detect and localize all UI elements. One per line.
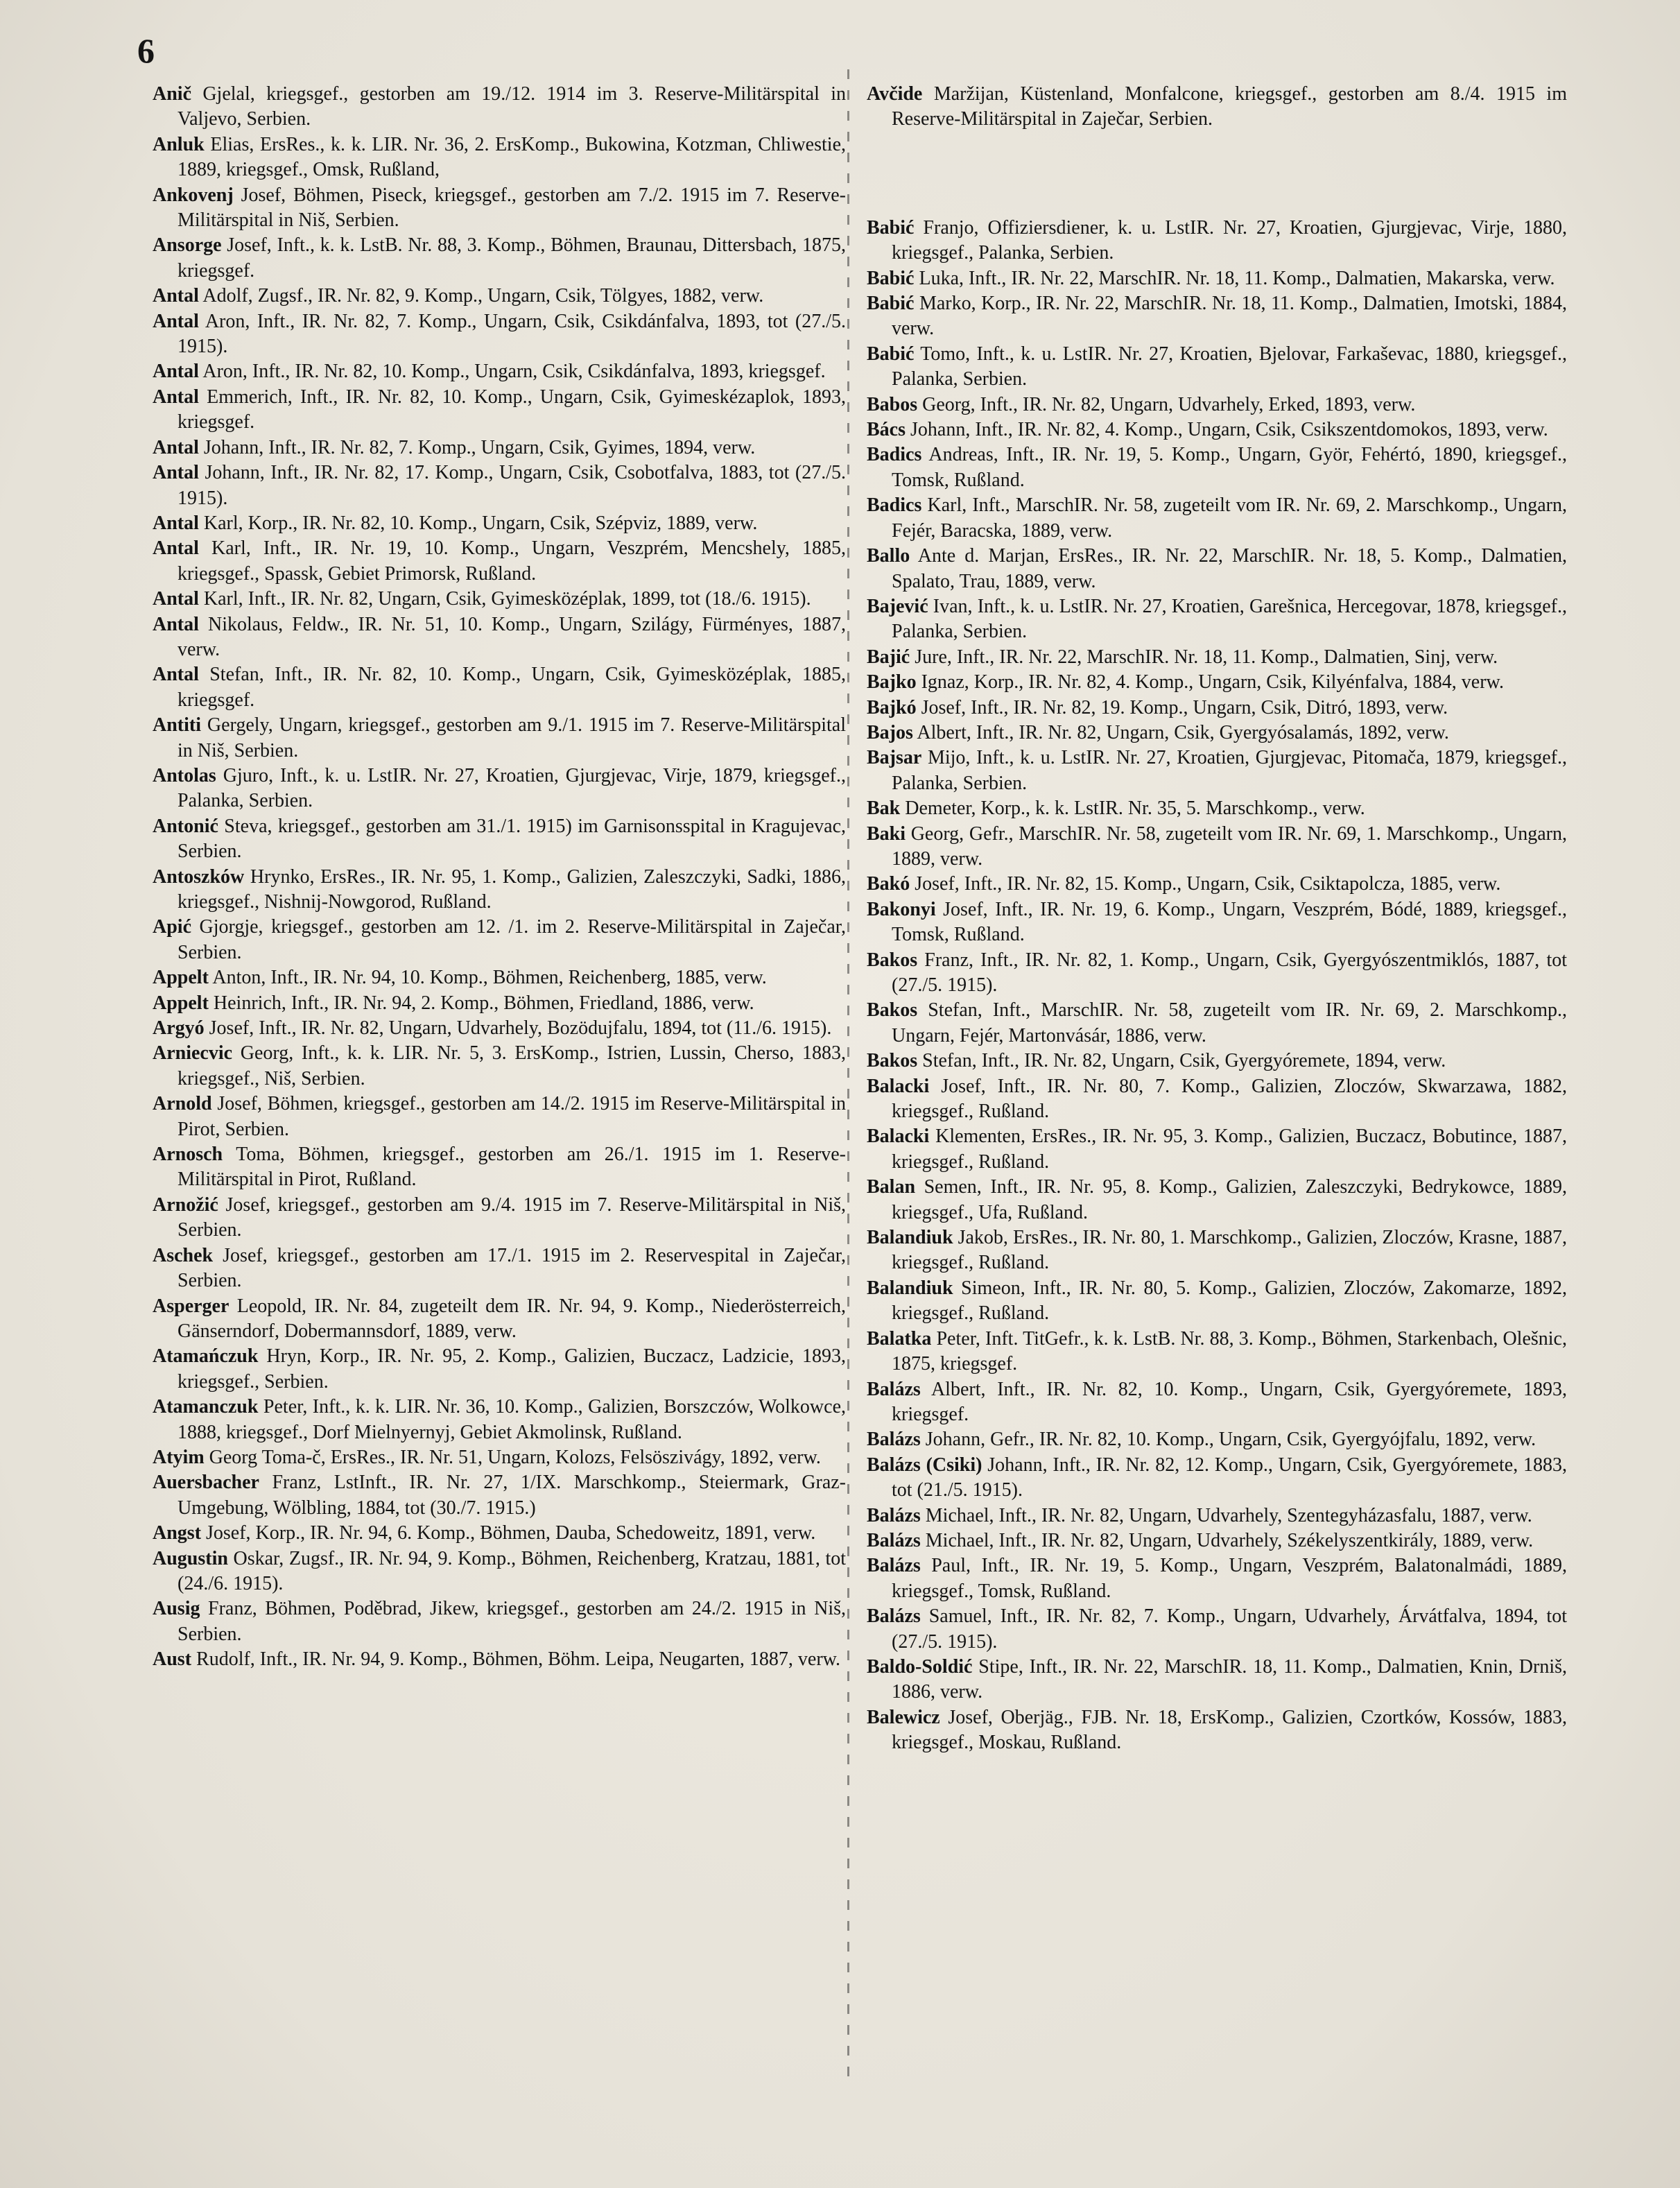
entry-surname: Antal [153, 512, 199, 534]
list-entry [867, 442, 1567, 493]
list-entry [153, 1647, 846, 1672]
list-entry [867, 393, 1567, 417]
list-entry [867, 493, 1567, 544]
list-entry [153, 1193, 846, 1243]
entry-surname: Antal [153, 537, 199, 560]
entry-surname: Antal [153, 588, 199, 610]
entry-surname: Antoszków [153, 865, 245, 888]
entry-surname: Balatka [867, 1327, 932, 1350]
entry-surname: Bajsar [867, 747, 922, 769]
left-column [153, 82, 846, 1673]
list-entry [867, 291, 1567, 342]
list-entry [153, 183, 846, 234]
list-entry [867, 1225, 1567, 1276]
entry-surname: Baldo-Soldić [867, 1655, 973, 1678]
entry-surname: Balacki [867, 1126, 930, 1148]
entry-details: Paul, Inft., IR. Nr. 19, 5. Komp., Ungarn, Veszprém, Balatonalmádi, 1889, kriegsgef., Tomsk, Rußland. [892, 1555, 1567, 1602]
list-entry [867, 1377, 1567, 1428]
entry-surname: Bajos [867, 721, 913, 743]
entry-surname: Arnožić [153, 1194, 218, 1216]
entry-details: Stipe, Inft., IR. Nr. 22, MarschIR. 18, 11. Komp., Dalmatien, Knin, Drniš, 1886, verw. [892, 1655, 1567, 1703]
list-entry [867, 1528, 1567, 1553]
entry-surname: Antal [153, 436, 199, 458]
entry-details: Simeon, Inft., IR. Nr. 80, 5. Komp., Galizien, Zloczów, Zakomarze, 1892, kriegsgef., Rußland. [892, 1277, 1567, 1325]
list-entry [153, 536, 846, 587]
list-entry [153, 1142, 846, 1193]
entry-details: Josef, Inft., IR. Nr. 82, 15. Komp., Ungarn, Csik, Csiktapolcza, 1885, verw. [910, 873, 1501, 895]
entry-surname: Ballo [867, 545, 910, 567]
entry-details: Johann, Inft., IR. Nr. 82, 7. Komp., Ungarn, Csik, Gyimes, 1894, verw. [198, 436, 756, 458]
entry-details: Adolf, Zugsf., IR. Nr. 82, 9. Komp., Ungarn, Csik, Tölgyes, 1882, verw. [198, 285, 764, 307]
list-entry [153, 1092, 846, 1142]
entry-details: Andreas, Inft., IR. Nr. 19, 5. Komp., Ungarn, Györ, Fehértó, 1890, kriegsgef., Tomsk, Rußland. [892, 444, 1567, 491]
list-entry [867, 872, 1567, 897]
entry-details: Josef, Böhmen, kriegsgef., gestorben am 14./2. 1915 im Reserve-Militärspital in Pirot, Serbien. [177, 1093, 846, 1140]
entry-details: Toma, Böhmen, kriegsgef., gestorben am 26./1. 1915 im 1. Reserve-Militärspital in Pirot, Rußland. [177, 1144, 846, 1191]
entry-surname: Ausig [153, 1598, 200, 1620]
list-entry [153, 1294, 846, 1345]
list-entry [153, 460, 846, 511]
entry-surname: Baki [867, 822, 906, 845]
entry-surname: Balázs [867, 1529, 921, 1551]
entry-details: Demeter, Korp., k. k. LstIR. Nr. 35, 5. Marschkomp., verw. [900, 798, 1365, 820]
entry-details: Josef, Inft., IR. Nr. 80, 7. Komp., Galizien, Zloczów, Skwarzawa, 1882, kriegsgef., Rußland. [892, 1075, 1567, 1123]
list-entry [867, 1655, 1567, 1705]
list-entry [153, 662, 846, 713]
entry-surname: Apić [153, 916, 191, 938]
column-divider [847, 69, 849, 2081]
entry-details: Franz, Böhmen, Poděbrad, Jikew, kriegsgef., gestorben am 24./2. 1915 in Niš, Serbien. [177, 1598, 846, 1645]
entry-details: Stefan, Inft., IR. Nr. 82, 10. Komp., Ungarn, Csik, Gyimesközéplak, 1885, kriegsgef. [177, 664, 846, 711]
entry-details: Franjo, Offiziersdiener, k. u. LstIR. Nr. 27, Kroatien, Gjurgjevac, Virje, 1880, kriegsgef., Palanka, Serbien. [892, 216, 1567, 264]
entry-details: Karl, Inft., IR. Nr. 19, 10. Komp., Ungarn, Veszprém, Mencshely, 1885, kriegsgef., Spassk, Gebiet Primorsk, Rußland. [177, 537, 846, 585]
entry-surname: Bajić [867, 646, 910, 668]
entry-surname: Bakonyi [867, 898, 936, 920]
entry-details: Rudolf, Inft., IR. Nr. 94, 9. Komp., Böhmen, Böhm. Leipa, Neugarten, 1887, verw. [191, 1648, 841, 1671]
list-entry [867, 822, 1567, 872]
list-entry [153, 436, 846, 460]
list-entry [867, 696, 1567, 721]
list-entry [153, 132, 846, 183]
list-entry [153, 1395, 846, 1445]
entry-details: Georg Toma-č, ErsRes., IR. Nr. 51, Ungarn, Kolozs, Felsöszivágy, 1892, verw. [204, 1446, 821, 1468]
entry-surname: Arnosch [153, 1144, 223, 1166]
entry-surname: Arniecvic [153, 1042, 233, 1065]
entry-surname: Bács [867, 419, 906, 441]
list-entry [867, 342, 1567, 393]
list-entry [867, 948, 1567, 999]
entry-surname: Antal [153, 613, 199, 635]
list-entry [153, 284, 846, 309]
entry-surname: Atamańczuk [153, 1345, 259, 1368]
entry-details: Ignaz, Korp., IR. Nr. 82, 4. Komp., Ungarn, Csik, Kilyénfalva, 1884, verw. [916, 671, 1504, 694]
entry-details: Semen, Inft., IR. Nr. 95, 8. Komp., Galizien, Zaleszczyki, Bedrykowce, 1889, kriegsgef., Ufa, Rußland. [892, 1176, 1567, 1223]
entry-details: Johann, Inft., IR. Nr. 82, 17. Komp., Ungarn, Csik, Csobotfalva, 1883, tot (27./5. 1915). [177, 462, 846, 509]
entry-surname: Asperger [153, 1295, 230, 1317]
entry-details: Josef, Inft., IR. Nr. 82, 19. Komp., Ungarn, Csik, Ditró, 1893, verw. [916, 696, 1448, 718]
list-entry [867, 1074, 1567, 1125]
list-entry [153, 814, 846, 865]
entry-surname: Antal [153, 664, 199, 686]
entry-details: Josef, Inft., IR. Nr. 19, 6. Komp., Ungarn, Veszprém, Bódé, 1889, kriegsgef., Tomsk, Rußland. [892, 898, 1567, 946]
entry-details: Georg, Inft., IR. Nr. 82, Ungarn, Udvarhely, Erked, 1893, verw. [917, 393, 1416, 415]
entry-surname: Bakó [867, 873, 910, 895]
list-entry [153, 865, 846, 915]
entry-details: Heinrich, Inft., IR. Nr. 94, 2. Komp., Böhmen, Friedland, 1886, verw. [208, 992, 754, 1014]
list-entry [867, 594, 1567, 645]
entry-details: Michael, Inft., IR. Nr. 82, Ungarn, Udvarhely, Székelyszentkirály, 1889, verw. [920, 1529, 1534, 1551]
entry-surname: Badics [867, 494, 922, 517]
entry-surname: Balandiuk [867, 1277, 953, 1299]
list-entry [867, 721, 1567, 746]
entry-details: Hryn, Korp., IR. Nr. 95, 2. Komp., Galizien, Buczacz, Ladzicie, 1893, kriegsgef., Serbien. [177, 1345, 846, 1393]
entry-details: Johann, Inft., IR. Nr. 82, 4. Komp., Ungarn, Csik, Csikszentdomokos, 1893, verw. [906, 419, 1548, 441]
list-entry [153, 309, 846, 360]
entry-details: Georg, Gefr., MarschIR. Nr. 58, zugeteilt vom IR. Nr. 69, 1. Marschkomp., Ungarn, 1889, verw. [892, 822, 1567, 870]
entry-details: Josef, Böhmen, Piseck, kriegsgef., gestorben am 7./2. 1915 im 7. Reserve-Militärspital in Niš, Serbien. [177, 184, 846, 232]
entry-details: Oskar, Zugsf., IR. Nr. 94, 9. Komp., Böhmen, Reichenberg, Kratzau, 1881, tot (24./6. 1915). [177, 1547, 846, 1594]
list-entry [867, 670, 1567, 695]
entry-details: Jure, Inft., IR. Nr. 22, MarschIR. Nr. 18, 11. Komp., Dalmatien, Sinj, verw. [910, 646, 1498, 668]
entry-surname: Balázs [867, 1378, 921, 1400]
list-entry [867, 1705, 1567, 1756]
entry-details: Aron, Inft., IR. Nr. 82, 7. Komp., Ungarn, Csik, Csikdánfalva, 1893, tot (27./5. 1915). [177, 310, 846, 358]
entry-surname: Babić [867, 343, 915, 365]
entry-surname: Babos [867, 393, 918, 415]
entry-surname: Bak [867, 798, 901, 820]
list-entry [153, 915, 846, 965]
entry-surname: Antal [153, 386, 199, 408]
entry-surname: Antal [153, 310, 199, 332]
entry-surname: Angst [153, 1522, 202, 1544]
entry-details: Josef, Korp., IR. Nr. 94, 6. Komp., Böhmen, Dauba, Schedoweitz, 1891, verw. [201, 1522, 816, 1544]
list-entry [867, 266, 1567, 291]
entry-details: Emmerich, Inft., IR. Nr. 82, 10. Komp., Ungarn, Csik, Gyimeskézaplok, 1893, kriegsgef. [177, 386, 846, 433]
entry-surname: Appelt [153, 967, 209, 989]
entry-surname: Bakos [867, 1050, 918, 1072]
entry-details: Franz, Inft., IR. Nr. 82, 1. Komp., Ungarn, Csik, Gyergyószentmiklós, 1887, tot (27./5. 1915). [892, 949, 1567, 996]
entry-surname: Atamanczuk [153, 1396, 259, 1418]
entry-details: Aron, Inft., IR. Nr. 82, 10. Komp., Ungarn, Csik, Csikdánfalva, 1893, kriegsgef. [198, 361, 826, 383]
entry-details: Anton, Inft., IR. Nr. 94, 10. Komp., Böhmen, Reichenberg, 1885, verw. [208, 967, 767, 989]
list-entry [867, 216, 1567, 266]
entry-surname: Bakos [867, 999, 918, 1022]
list-entry [153, 764, 846, 814]
entry-surname: Appelt [153, 992, 209, 1014]
entry-details: Albert, Inft., IR. Nr. 82, Ungarn, Csik, Gyergyósalamás, 1892, verw. [912, 721, 1449, 743]
list-entry [153, 1547, 846, 1597]
entry-details: Mijo, Inft., k. u. LstIR. Nr. 27, Kroatien, Gjurgjevac, Pitomača, 1879, kriegsgef., Palanka, Serbien. [892, 747, 1567, 794]
entry-details: Albert, Inft., IR. Nr. 82, 10. Komp., Ungarn, Csik, Gyergyóremete, 1893, kriegsgef. [892, 1378, 1567, 1425]
list-entry [867, 1453, 1567, 1504]
list-entry [867, 1276, 1567, 1327]
entry-details: Franz, LstInft., IR. Nr. 27, 1/IX. Marschkomp., Steiermark, Graz-Umgebung, Wölbling, 1884, tot (30./7. 1915.) [177, 1472, 846, 1519]
entry-details: Jakob, ErsRes., IR. Nr. 80, 1. Marschkomp., Galizien, Zloczów, Krasne, 1887, kriegsgef., Rußland. [892, 1227, 1567, 1274]
list-entry [867, 998, 1567, 1049]
entry-details: Hrynko, ErsRes., IR. Nr. 95, 1. Komp., Galizien, Zaleszczyki, Sadki, 1886, kriegsgef., Nishnij-Nowgorod, Rußland. [177, 865, 846, 913]
list-entry [153, 1521, 846, 1546]
entry-surname: Balan [867, 1176, 916, 1198]
list-entry [153, 713, 846, 764]
entry-surname: Anič [153, 83, 191, 105]
entry-details: Elias, ErsRes., k. k. LIR. Nr. 36, 2. ErsKomp., Bukowina, Kotzman, Chliwestie, 1889, kriegsgef., Omsk, Rußland, [177, 133, 846, 181]
entry-surname: Atyim [153, 1446, 205, 1468]
entry-details: Josef, kriegsgef., gestorben am 17./1. 1915 im 2. Reservespital in Zaječar, Serbien. [177, 1244, 846, 1292]
entry-surname: Balázs [867, 1555, 921, 1577]
entry-surname: Avčide [867, 83, 923, 105]
list-entry [867, 417, 1567, 442]
entry-details: Michael, Inft., IR. Nr. 82, Ungarn, Udvarhely, Szentegyházasfalu, 1887, verw. [920, 1504, 1532, 1526]
page-number: 6 [137, 31, 155, 70]
entry-surname: Ankovenj [153, 184, 234, 206]
entry-surname: Balandiuk [867, 1227, 953, 1249]
list-entry [153, 1344, 846, 1395]
entry-details: Ivan, Inft., k. u. LstIR. Nr. 27, Kroatien, Garešnica, Hercegovar, 1878, kriegsgef., Palanka, Serbien. [892, 595, 1567, 643]
entry-details: Marko, Korp., IR. Nr. 22, MarschIR. Nr. 18, 11. Komp., Dalmatien, Imotski, 1884, verw. [892, 293, 1567, 340]
entry-surname: Antal [153, 361, 199, 383]
list-entry [153, 612, 846, 663]
entry-details: Karl, Inft., IR. Nr. 82, Ungarn, Csik, Gyimesközéplak, 1899, tot (18./6. 1915). [198, 588, 811, 610]
entry-details: Josef, kriegsgef., gestorben am 9./4. 1915 im 7. Reserve-Militärspital in Niš, Serbien. [177, 1194, 846, 1241]
entry-details: Gjelal, kriegsgef., gestorben am 19./12. 1914 im 3. Reserve-Militärspital in Valjevo, Serbien. [177, 83, 846, 130]
entry-details: Johann, Gefr., IR. Nr. 82, 10. Komp., Ungarn, Csik, Gyergyójfalu, 1892, verw. [920, 1429, 1536, 1451]
list-entry [867, 1604, 1567, 1655]
list-entry [153, 1243, 846, 1294]
list-entry [867, 1553, 1567, 1604]
entry-surname: Balewicz [867, 1706, 940, 1728]
entry-details: Josef, Inft., IR. Nr. 82, Ungarn, Udvarhely, Bozödujfalu, 1894, tot (11./6. 1915). [204, 1017, 832, 1040]
list-entry [153, 233, 846, 284]
entry-surname: Bakos [867, 949, 918, 971]
entry-details: Georg, Inft., k. k. LIR. Nr. 5, 3. ErsKomp., Istrien, Lussin, Cherso, 1883, kriegsgef., Niš, Serbien. [177, 1042, 846, 1089]
list-entry [153, 1016, 846, 1041]
entry-details: Leopold, IR. Nr. 84, zugeteilt dem IR. Nr. 94, 9. Komp., Niederösterreich, Gänserndorf, Dobermannsdorf, 1889, verw. [177, 1295, 846, 1342]
list-entry [867, 897, 1567, 948]
list-entry [153, 1596, 846, 1647]
entry-details: Gergely, Ungarn, kriegsgef., gestorben am 9./1. 1915 im 7. Reserve-Militärspital in Niš, Serbien. [177, 714, 846, 761]
entry-surname: Antal [153, 285, 199, 307]
entry-surname: Ansorge [153, 234, 222, 257]
entry-details: Peter, Inft., k. k. LIR. Nr. 36, 10. Komp., Galizien, Borszczów, Wolkowce, 1888, kriegsgef., Dorf Mielnyernyj, Gebiet Akmolinsk, Rußland. [177, 1396, 846, 1443]
entry-surname: Balázs [867, 1605, 921, 1628]
entry-surname: Babić [867, 267, 915, 289]
list-entry [867, 796, 1567, 821]
entry-surname: Babić [867, 216, 915, 239]
list-entry [153, 385, 846, 436]
entry-surname: Bajkó [867, 696, 917, 718]
list-entry [153, 1041, 846, 1092]
list-entry [153, 1445, 846, 1470]
list-entry [153, 1470, 846, 1521]
entry-surname: Balázs [867, 1429, 921, 1451]
entry-details: Ante d. Marjan, ErsRes., IR. Nr. 22, MarschIR. Nr. 18, 5. Komp., Dalmatien, Spalato, Trau, 1889, verw. [892, 545, 1567, 592]
entry-details: Karl, Inft., MarschIR. Nr. 58, zugeteilt vom IR. Nr. 69, 2. Marschkomp., Ungarn, Fejér, Baracska, 1889, verw. [892, 494, 1567, 542]
list-entry [867, 1504, 1567, 1528]
entry-details: Samuel, Inft., IR. Nr. 82, 7. Komp., Ungarn, Udvarhely, Árvátfalva, 1894, tot (27./5. 1915). [892, 1605, 1567, 1653]
entry-surname: Balázs (Csiki) [867, 1454, 982, 1476]
entry-details: Josef, Inft., k. k. LstB. Nr. 88, 3. Komp., Böhmen, Braunau, Dittersbach, 1875, kriegsgef. [177, 234, 846, 282]
entry-surname: Babić [867, 293, 915, 315]
entry-surname: Aust [153, 1648, 192, 1671]
entry-surname: Bajko [867, 671, 917, 694]
entry-details: Josef, Oberjäg., FJB. Nr. 18, ErsKomp., Galizien, Czortków, Kossów, 1883, kriegsgef., Moskau, Rußland. [892, 1706, 1567, 1754]
entry-surname: Balázs [867, 1504, 921, 1526]
entry-surname: Antiti [153, 714, 201, 736]
list-entry [153, 991, 846, 1016]
entry-surname: Aschek [153, 1244, 214, 1266]
list-entry [153, 359, 846, 384]
entry-surname: Auersbacher [153, 1472, 259, 1494]
entry-details: Stefan, Inft., MarschIR. Nr. 58, zugeteilt vom IR. Nr. 69, 2. Marschkomp., Ungarn, Fejér, Martonvásár, 1886, verw. [892, 999, 1567, 1046]
list-entry [153, 82, 846, 132]
entry-surname: Arnold [153, 1093, 212, 1115]
entry-details: Peter, Inft. TitGefr., k. k. LstB. Nr. 88, 3. Komp., Böhmen, Starkenbach, Olešnic, 1875, kriegsgef. [892, 1327, 1567, 1375]
list-entry [867, 1427, 1567, 1452]
entry-details: Stefan, Inft., IR. Nr. 82, Ungarn, Csik, Gyergyóremete, 1894, verw. [917, 1050, 1446, 1072]
entry-details: Karl, Korp., IR. Nr. 82, 10. Komp., Ungarn, Csik, Szépviz, 1889, verw. [198, 512, 758, 534]
entry-surname: Badics [867, 444, 922, 466]
list-entry [867, 1049, 1567, 1074]
list-entry [153, 511, 846, 536]
list-entry [153, 965, 846, 990]
entry-details: Nikolaus, Feldw., IR. Nr. 51, 10. Komp., Ungarn, Szilágy, Fürményes, 1887, verw. [177, 613, 846, 660]
list-entry [153, 587, 846, 612]
entry-surname: Anluk [153, 133, 205, 155]
entry-details: Klementen, ErsRes., IR. Nr. 95, 3. Komp., Galizien, Buczacz, Bobutince, 1887, kriegsgef., Rußland. [892, 1126, 1567, 1173]
entry-details: Gjuro, Inft., k. u. LstIR. Nr. 27, Kroatien, Gjurgjevac, Virje, 1879, kriegsgef., Palanka, Serbien. [177, 764, 846, 812]
right-column [867, 82, 1567, 1756]
list-entry [867, 1175, 1567, 1225]
list-entry [867, 1124, 1567, 1175]
list-entry [867, 1327, 1567, 1377]
entry-details: Tomo, Inft., k. u. LstIR. Nr. 27, Kroatien, Bjelovar, Farkaševac, 1880, kriegsgef., Palanka, Serbien. [892, 343, 1567, 390]
list-entry [867, 544, 1567, 594]
list-entry [867, 82, 1567, 132]
list-entry [867, 645, 1567, 670]
entry-surname: Antolas [153, 764, 216, 786]
entry-details: Maržijan, Küstenland, Monfalcone, kriegsgef., gestorben am 8./4. 1915 im Reserve-Militärspital in Zaječar, Serbien. [892, 83, 1567, 130]
entry-surname: Argyó [153, 1017, 205, 1040]
entry-details: Johann, Inft., IR. Nr. 82, 12. Komp., Ungarn, Csik, Gyergyóremete, 1883, tot (21./5. 1915). [892, 1454, 1567, 1501]
entry-details: Luka, Inft., IR. Nr. 22, MarschIR. Nr. 18, 11. Komp., Dalmatien, Makarska, verw. [914, 267, 1555, 289]
entry-details: Steva, kriegsgef., gestorben am 31./1. 1915) im Garnisonsspital in Kragujevac, Serbien. [177, 815, 846, 863]
entry-surname: Augustin [153, 1547, 228, 1569]
entry-surname: Antonić [153, 815, 218, 837]
entry-surname: Bajević [867, 595, 928, 617]
entry-surname: Balacki [867, 1075, 930, 1097]
list-entry [867, 746, 1567, 796]
entry-surname: Antal [153, 462, 199, 484]
entry-details: Gjorgje, kriegsgef., gestorben am 12. /1. im 2. Reserve-Militärspital in Zaječar, Serbien. [177, 916, 846, 963]
